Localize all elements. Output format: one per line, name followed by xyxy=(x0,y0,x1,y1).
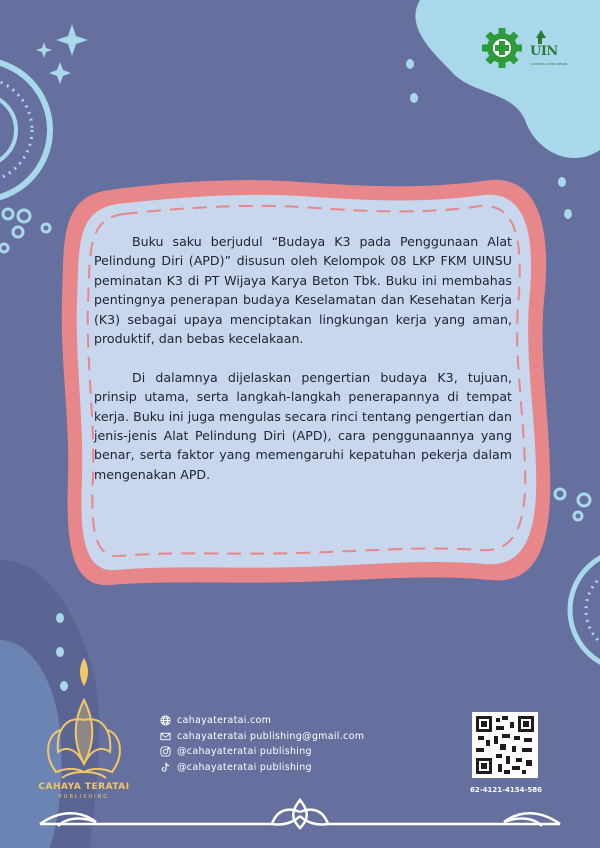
sparkles xyxy=(36,24,88,84)
publisher-subtitle: PUBLISHING xyxy=(58,794,110,800)
bottom-ornament xyxy=(40,800,560,828)
publisher-brand xyxy=(38,782,130,800)
instagram-icon xyxy=(160,746,171,757)
back-cover-blurb xyxy=(94,232,512,484)
right-rings xyxy=(570,550,600,670)
phone-number: 62-4121-4154-586 xyxy=(469,786,543,794)
contact-website-text: cahayateratai.com xyxy=(177,715,272,727)
publisher-name: CAHAYA TERATAI xyxy=(38,782,130,792)
contact-email-text: cahayateratai publishing@gmail.com xyxy=(177,730,365,742)
right-bubbles xyxy=(555,489,590,520)
top-left-rings xyxy=(0,60,50,200)
contact-instagram-text: @cahayateratai publishing xyxy=(177,746,312,758)
top-right-blob xyxy=(415,0,600,158)
contact-tiktok-text: @cahayateratai publishing xyxy=(177,762,312,774)
contact-list xyxy=(160,713,364,775)
blurb-paragraph-1: Buku saku berjudul “Budaya K3 pada Penggunaan Alat Pelindung Diri (APD)” disusun oleh Kelompok 08 LKP FKM UINSU peminatan K3 di PT Wijaya Karya Beton Tbk. Buku ini membahas pentingnya penerapan budaya Keselamatan dan Kesehatan Kerja (K3) sebagai upaya menciptakan lingkungan kerja yang aman, produktif, dan bebas kecelakaan. xyxy=(94,234,512,347)
uin-logo-subtitle: SUMATERA UTARA MEDAN xyxy=(530,62,568,66)
contact-website[interactable] xyxy=(160,713,364,729)
qr-code xyxy=(472,712,538,778)
mail-icon xyxy=(160,731,171,742)
globe-icon xyxy=(160,715,171,726)
contact-instagram[interactable] xyxy=(160,744,364,760)
left-bubbles xyxy=(0,209,50,252)
tiktok-icon xyxy=(160,762,171,773)
uin-logo-text: UIN xyxy=(530,44,558,59)
contact-email[interactable] xyxy=(160,729,364,745)
blurb-paragraph-2: Di dalamnya dijelaskan pengertian budaya K3, tujuan, prinsip utama, serta langkah-langkah penerapannya di tempat kerja. Buku ini juga mengulas secara rinci tentang pengertian dan jenis-jenis Alat Pelindung Diri (APD), cara penggunaannya yang benar, serta faktor yang memengaruhi kepatuhan pekerja dalam mengenakan APD. xyxy=(94,369,512,482)
k3-gear-logo xyxy=(482,28,522,68)
contact-tiktok[interactable] xyxy=(160,760,364,776)
